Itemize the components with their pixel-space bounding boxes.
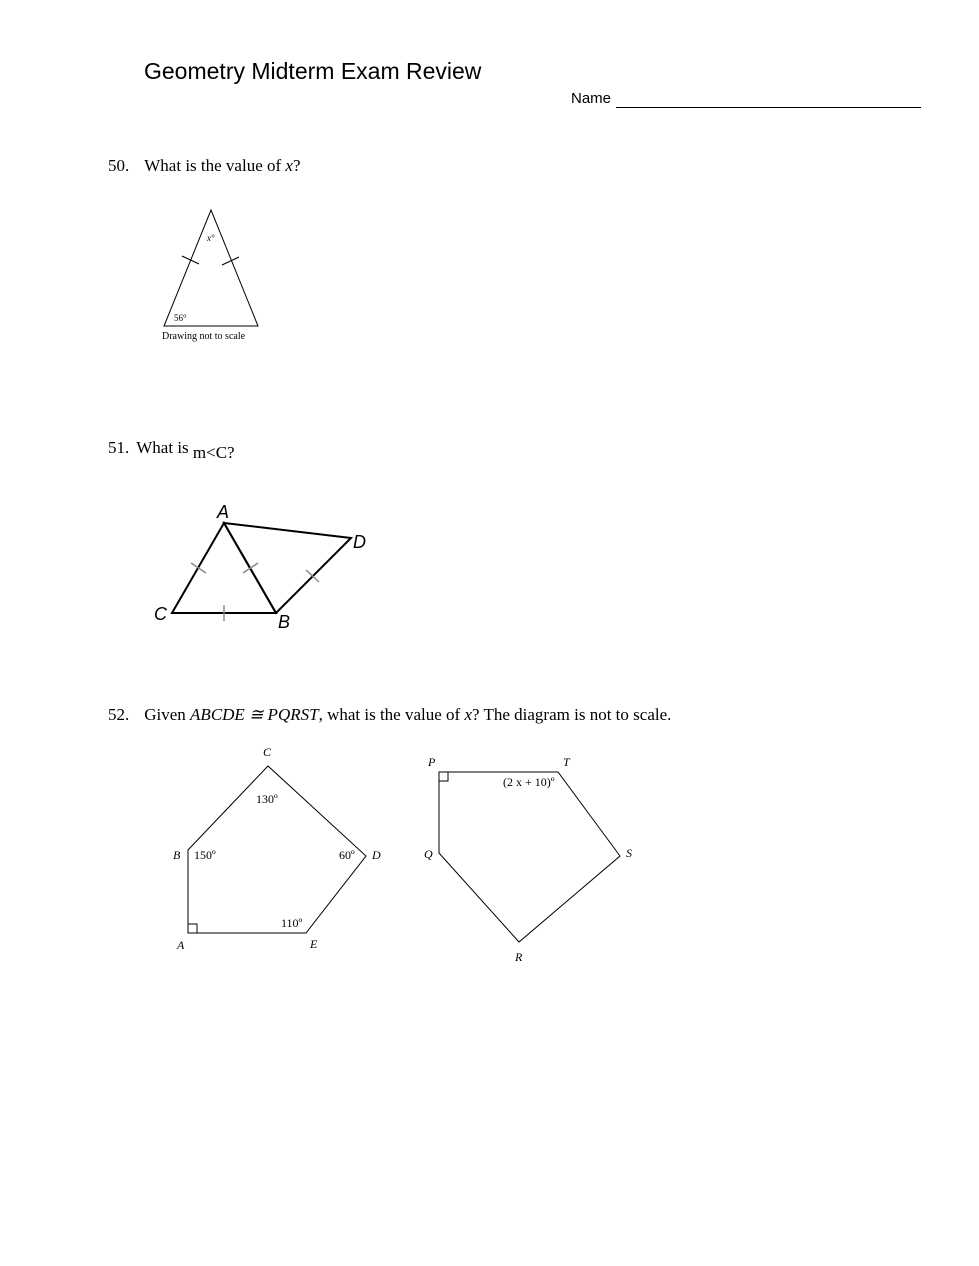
vertex-label-p: P <box>428 755 436 769</box>
question-mark: ? <box>292 156 301 175</box>
vertex-label-c: C <box>154 604 167 624</box>
vertex-label-t: T <box>563 755 570 769</box>
apex-angle-label: x° <box>207 233 215 243</box>
vertex-label-s: S <box>626 846 632 860</box>
question-number: 50. <box>108 156 130 175</box>
pentagon-pqrst <box>439 772 620 942</box>
question-text-given: Given <box>144 705 191 724</box>
angle-label-d: 60º <box>339 848 355 862</box>
angle-label-b: 150º <box>194 848 216 862</box>
right-angle-marker-p <box>439 772 448 781</box>
question-number: 52. <box>108 705 130 724</box>
variable-x: x <box>464 705 472 724</box>
vertex-label-a: A <box>177 938 185 952</box>
question-text: What is <box>136 438 193 457</box>
question-text-middle: , what is the value of <box>318 705 465 724</box>
vertex-label-c: C <box>263 745 272 759</box>
angle-label-e: 110º <box>281 916 303 930</box>
angle-label-t: (2 x + 10)º <box>503 775 555 789</box>
question-text-suffix: ? The diagram is not to scale. <box>472 705 672 724</box>
base-angle-label: 56° <box>174 313 187 323</box>
angle-expression: m<C? <box>192 443 235 462</box>
vertex-label-q: Q <box>424 847 433 861</box>
right-angle-marker-a <box>188 924 197 933</box>
vertex-label-e: E <box>310 937 318 951</box>
vertex-label-b: B <box>173 848 181 862</box>
question-number: 51. <box>108 438 130 457</box>
vertex-label-r: R <box>515 950 523 964</box>
vertex-label-d: D <box>372 848 381 862</box>
vertex-label-d: D <box>353 532 366 552</box>
name-label: Name <box>571 90 612 107</box>
variable-x: x <box>285 156 293 175</box>
vertex-label-a: A <box>217 502 230 522</box>
congruence-statement: ABCDE ≅ PQRST <box>190 705 319 724</box>
angle-label-c: 130º <box>256 792 278 806</box>
question-text: What is the value of <box>144 156 286 175</box>
vertex-label-b: B <box>278 612 291 632</box>
figure-caption: Drawing not to scale <box>162 331 246 342</box>
page-title: Geometry Midterm Exam Review <box>144 58 482 84</box>
